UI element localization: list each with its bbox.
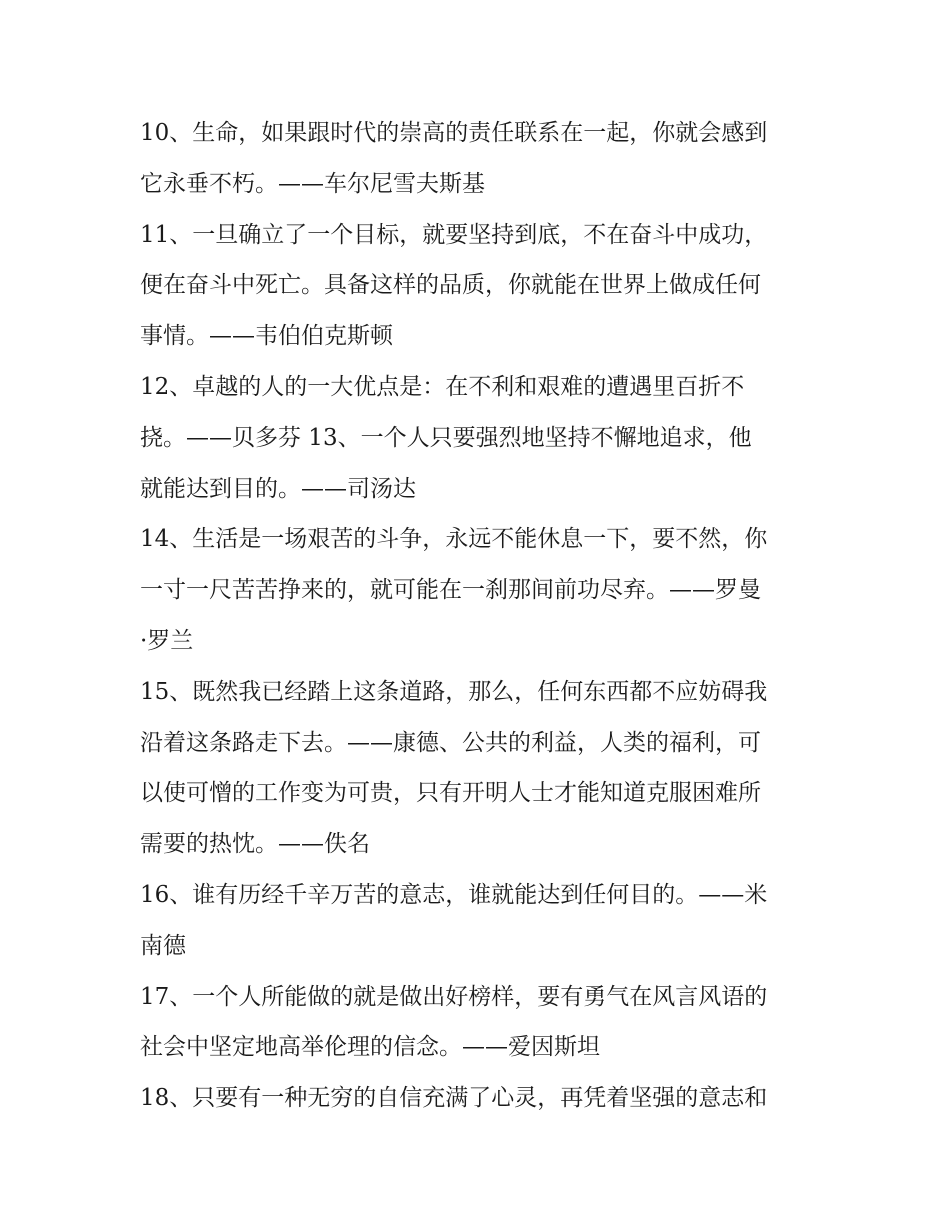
text-line: 以使可憎的工作变为可贵，只有开明人士才能知道克服困难所	[140, 780, 761, 807]
text-line: 沿着这条路走下去。——康德、公共的利益，人类的福利，可	[140, 729, 761, 756]
text-line: 10、生命，如果跟时代的崇高的责任联系在一起，你就会感到	[140, 120, 768, 146]
text-line: 一寸一尺苦苦挣来的，就可能在一刹那间前功尽弃。——罗曼	[140, 577, 761, 604]
text-line: 便在奋斗中死亡。具备这样的品质，你就能在世界上做成任何	[140, 272, 761, 299]
text-line: 14、生活是一场艰苦的斗争，永远不能休息一下，要不然，你	[140, 526, 768, 553]
text-line: 南德	[140, 932, 186, 959]
text-line: 挠。——贝多芬 13、一个人只要强烈地坚持不懈地追求，他	[140, 424, 752, 451]
text-line: 需要的热忱。——佚名	[140, 831, 370, 858]
text-line: 11、一旦确立了一个目标，就要坚持到底，不在奋斗中成功，	[140, 221, 768, 248]
quote-text-block	[140, 108, 820, 1124]
text-line: 18、只要有一种无穷的自信充满了心灵，再凭着坚强的意志和	[140, 1085, 768, 1112]
text-line: 社会中坚定地高举伦理的信念。——爱因斯坦	[140, 1034, 600, 1061]
text-line: 12、卓越的人的一大优点是：在不利和艰难的遭遇里百折不	[140, 373, 745, 400]
text-line: 15、既然我已经踏上这条道路，那么，任何东西都不应妨碍我	[140, 678, 768, 705]
text-line: 它永垂不朽。——车尔尼雪夫斯基	[140, 170, 485, 197]
text-line: 就能达到目的。——司汤达	[140, 475, 416, 502]
text-line: 17、一个人所能做的就是做出好榜样，要有勇气在风言风语的	[140, 983, 768, 1010]
text-line: ·罗兰	[140, 627, 194, 654]
text-line: 事情。——韦伯伯克斯顿	[140, 323, 393, 350]
text-line: 16、谁有历经千辛万苦的意志，谁就能达到任何目的。——米	[140, 881, 768, 908]
